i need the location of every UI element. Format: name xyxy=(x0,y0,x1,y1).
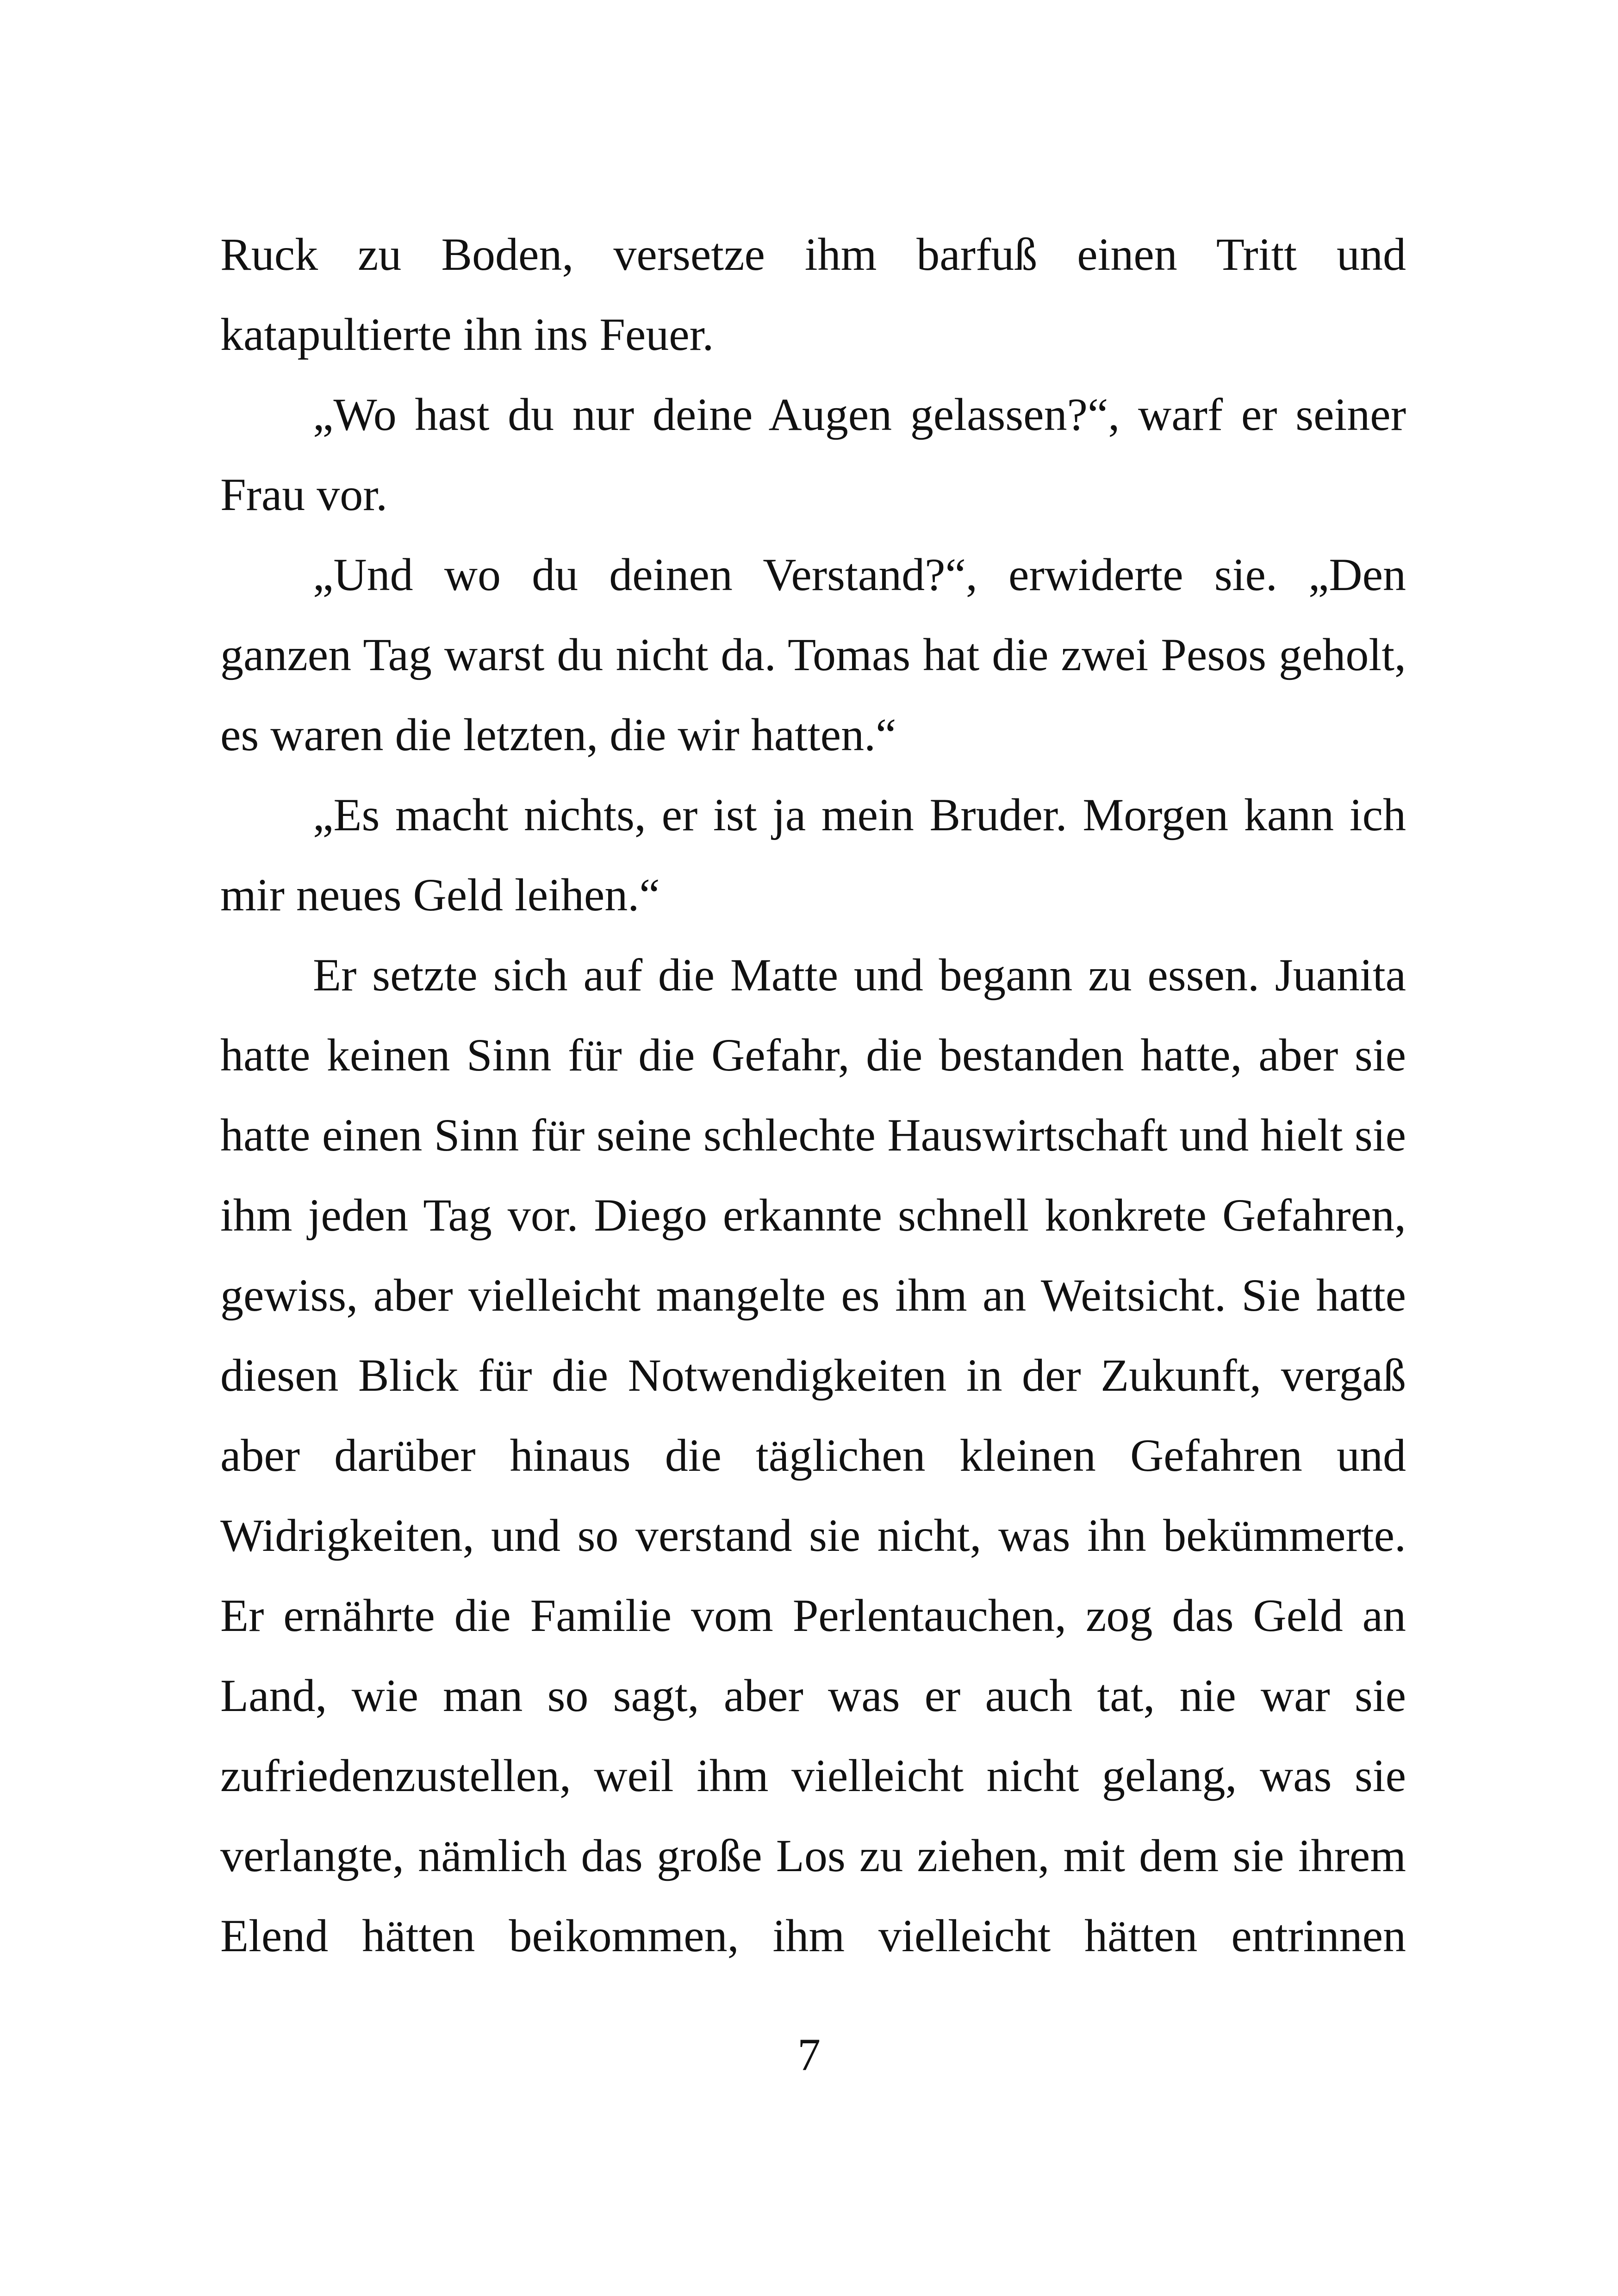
paragraph-5: Er setzte sich auf die Matte und begann zu essen. Juanita hatte keinen Sinn für die Gefahr, die bestanden hatte, aber sie hatte einen Sinn für seine schlechte Hauswirtschaft und hielt sie ihm jeden Tag vor. Diego erkannte schnell konkrete Gefahren, gewiss, aber vielleicht mangelte es ihm an Weitsicht. Sie hatte diesen Blick für die Notwendigkeiten in der Zukunft, vergaß aber darüber hinaus die täglichen kleinen Gefahren und Widrigkeiten, und so verstand sie nicht, was ihn bekümmerte. Er ernährte die Familie vom Perlentauchen, zog das Geld an Land, wie man so sagt, aber was er auch tat, nie war sie zufriedenzustellen, weil ihm vielleicht nicht gelang, was sie verlangte, nämlich das große Los zu ziehen, mit dem sie ihrem Elend hätten beikommen, ihm vielleicht hätten entrinnen xyxy=(220,949,1406,1961)
page-number: 7 xyxy=(797,2029,821,2080)
paragraph-3: „Und wo du deinen Verstand?“, erwiderte sie. „Den ganzen Tag warst du nicht da. Tomas hat die zwei Pesos geholt, es waren die letzten, die wir hatten.“ xyxy=(220,549,1406,760)
paragraph-4: „Es macht nichts, er ist ja mein Bruder. Morgen kann ich mir neues Geld leihen.“ xyxy=(220,789,1406,921)
body-text xyxy=(220,214,1406,1976)
paragraph-2: „Wo hast du nur deine Augen gelassen?“, warf er seiner Frau vor. xyxy=(220,389,1406,520)
paragraph-1: Ruck zu Boden, versetze ihm barfuß einen Tritt und katapultierte ihn ins Feuer. xyxy=(220,229,1406,360)
